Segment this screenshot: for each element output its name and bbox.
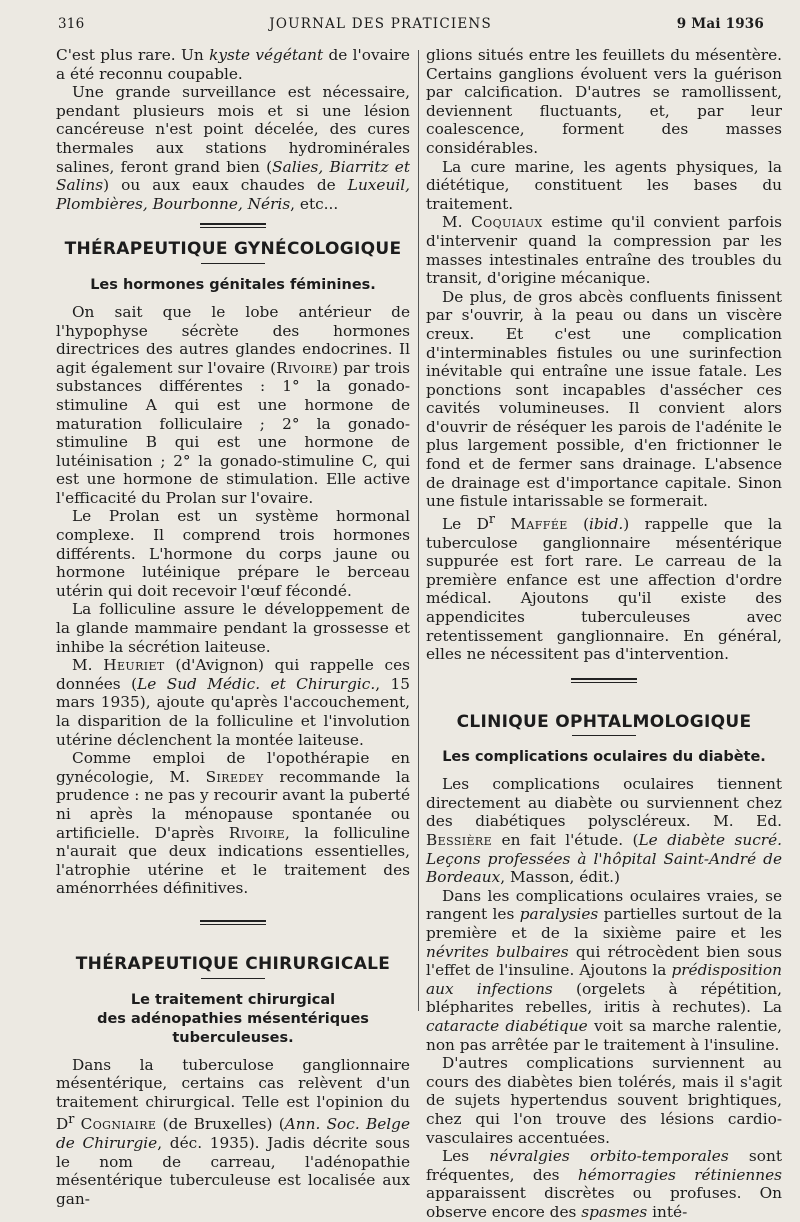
article-paragraph: D'autres complications surviennent au cours des diabètes bien tolérés, mais il s'agit de sujets hypertendus souvent brightiques, chez qui l'on trouve des lésions cardio-vasculaires accentuées.: [426, 1054, 782, 1147]
section-separator: [426, 678, 782, 683]
article-paragraph: La cure marine, les agents physiques, la diététique, constituent les bases du traitement.: [426, 157, 782, 213]
article-title-hormones: Les hormones génitales féminines.: [90, 276, 376, 293]
section-title-chirurgicale: THÉRAPEUTIQUE CHIRURGICALE: [75, 953, 391, 974]
section-title-gynecologique: THÉRAPEUTIQUE GYNÉCOLOGIQUE: [64, 239, 402, 260]
article-paragraph: Dans les complications oculaires vraies, se rangent les paralysies partielles surtout de la première et de la sixième paire et les névrites bulbaires qui rétrocèdent bien sous l'effet de l'insuline. Ajoutons la prédisposition aux infections (orgelets à répétition, blépharites rebelles, iritis à rechutes). La cataracte diabétique voit sa marche ralentie, non pas arrêtée par le traitement à l'insuline.: [426, 886, 783, 1054]
article-paragraph: Le Prolan est un système hormonal complexe. Il comprend trois hormones différents. L'hormone du corps jaune ou hormone lutéinique prépare le berceau utérin qui doit recevoir l'œuf fécondé.: [56, 507, 410, 600]
running-header: [58, 16, 764, 38]
article-paragraph: glions situés entre les feuillets du mésentère. Certains ganglions évoluent vers la guérison par calcification. D'autres se ramollissent, deviennent fluctuants, et, par leur coalescence, forment des masses considérables.: [426, 46, 782, 157]
section-separator: [56, 223, 410, 228]
title-rule: [201, 978, 265, 979]
title-rule: [572, 735, 636, 736]
article-paragraph: Le $D^r$ Maffée (ibid.) rappelle que la tuberculose ganglionnaire mésentérique suppurée est fort rare. Le carreau de la première enfance est une affection d'ordre médical. Ajoutons qu'il existe des appendicites tuberculeuses avec retentissement ganglionnaire. En général, elles ne nécessitent pas d'intervention.: [426, 511, 782, 664]
intro-paragraph-2: Une grande surveillance est nécessaire, pendant plusieurs mois et si une lésion cancéreuse n'est point décelée, des cures thermales aux stations hydrominérales salines, feront grand bien (Salies, Biarritz et Salins) ou aux eaux chaudes de Luxeuil, Plombières, Bourbonne, Néris, etc...: [56, 83, 410, 213]
section-title-ophtalmologique: CLINIQUE OPHTALMOLOGIQUE: [456, 711, 752, 732]
right-column: [426, 46, 782, 1222]
article-paragraph: Les complications oculaires tiennent directement au diabète ou surviennent chez des diabétiques polyscléreux. M. Ed. Bessière en fait l'étude. (Le diabète sucré. Leçons professées à l'hôpital Saint-André de Bordeaux, Masson, édit.): [426, 775, 783, 887]
article-paragraph: Les névralgies orbito-temporales sont fréquentes, des hémorragies rétiniennes apparaissent discrètes ou profuses. On observe encore des spasmes inté-: [426, 1147, 782, 1221]
article-paragraph: De plus, de gros abcès confluents finissent par s'ouvrir, à la peau ou dans un viscère creux. Et c'est une complication d'interminables fistules ou une surinfection inévitable qui entraîne une issue fatale. Les ponctions sont incapables d'assécher ces cavités volumineuses. Il convient alors d'ouvrir de réséquer les parois de l'adénite le plus largement possible, d'en frictionner le fond et de fermer sans drainage. L'absence de drainage est d'importance capitale. Sinon une fistule intarissable se formerait.: [426, 287, 782, 511]
intro-paragraph-1: C'est plus rare. Un kyste végétant de l'ovaire a été reconnu coupable.: [56, 46, 410, 83]
page-number: 316: [58, 16, 85, 32]
article-paragraph: Dans la tuberculose ganglionnaire mésentérique, certains cas relèvent d'un traitement chirurgical. Telle est l'opinion du $D^r$ Cogniaire (de Bruxelles) (Ann. Soc. Belge de Chirurgie, déc. 1935). Jadis décrite sous le nom de carreau, l'adénopathie mésentérique tuberculeuse est localisée aux gan-: [56, 1055, 410, 1208]
left-column: [56, 46, 410, 1208]
article-paragraph: M. Coquiaux estime qu'il convient parfois d'intervenir quand la compression par les masses intestinales entraîne des troubles du transit, d'origine mécanique.: [426, 213, 782, 288]
article-paragraph: M. Heuriet (d'Avignon) qui rappelle ces données (Le Sud Médic. et Chirurgic., 15 mars 1935), ajoute qu'après l'accouchement, la disparition de la folliculine et l'involution utérine déclenchent la montée laiteuse.: [56, 656, 410, 749]
journal-title: JOURNAL DES PRATICIENS: [269, 16, 492, 32]
section-separator: [56, 920, 410, 925]
article-title-diabete: Les complications oculaires du diabète.: [442, 749, 766, 766]
title-rule: [201, 263, 265, 264]
article-paragraph: La folliculine assure le développement de la glande mammaire pendant la grossesse et inhibe la sécrétion laiteuse.: [56, 600, 410, 656]
issue-date: 9 Mai 1936: [676, 16, 764, 32]
article-paragraph: On sait que le lobe antérieur de l'hypophyse sécrète des hormones directrices des autres glandes endocrines. Il agit également sur l'ovaire (Rivoire) par trois substances différentes : 1° la gonado-stimuline A qui est une hormone de maturation folliculaire ; 2° la gonado-stimuline B qui est une hormone de lutéinisation ; 2° la gonado-stimuline C, qui est une hormone de stimulation. Elle active l'efficacité du Prolan sur l'ovaire.: [56, 302, 410, 507]
article-title-adenopathies: Le traitement chirurgical des adénopathies mésentériques tuberculeuses.: [97, 991, 369, 1046]
article-paragraph: Comme emploi de l'opothérapie en gynécologie, M. Siredey recommande la prudence : ne pas y recourir avant la puberté ni après la ménopause spontanée ou artificielle. D'après Rivoire, la folliculine n'aurait que deux indications essentielles, l'atrophie utérine et le traitement des aménorrhées définitives.: [56, 749, 410, 898]
column-divider: [418, 50, 419, 1011]
